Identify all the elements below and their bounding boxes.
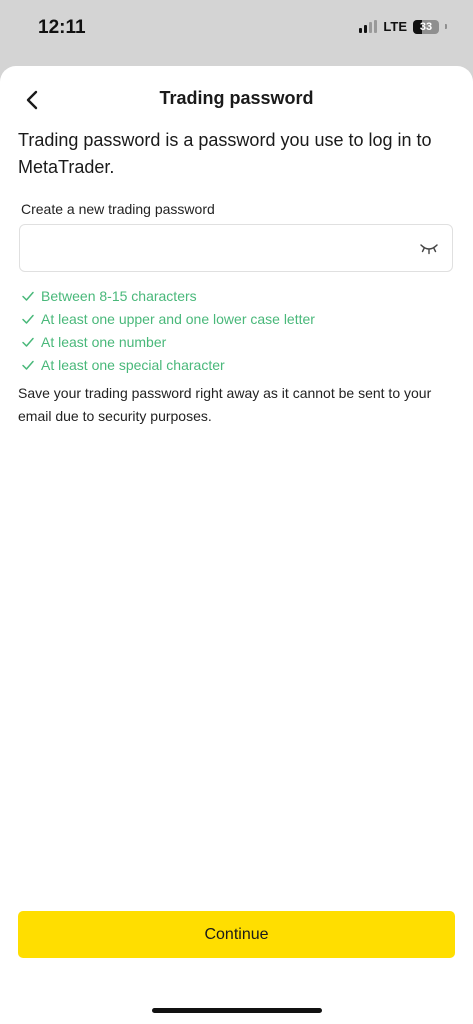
battery-nub [445,24,447,29]
security-note: Save your trading password right away as it cannot be sent to your email due to security purposes. [18,385,432,424]
requirement-length [21,284,315,307]
check-icon [21,335,35,349]
requirement-case [21,307,315,330]
requirement-special [21,353,315,376]
requirement-text: At least one number [41,333,167,350]
password-requirements [21,284,315,376]
home-indicator [152,1008,322,1013]
requirement-number [21,330,315,353]
continue-button[interactable]: Continue [18,911,455,958]
password-field-label: Create a new trading password [21,201,215,217]
battery-icon [413,20,439,34]
password-field [19,224,453,272]
network-type: LTE [383,19,407,34]
requirement-text: Between 8-15 characters [41,287,197,304]
status-time: 12:11 [38,17,86,38]
check-icon [21,358,35,372]
trading-password-sheet [0,66,473,1024]
cellular-signal-icon [359,20,377,33]
intro-text: Trading password is a password you use to log in to MetaTrader. [18,130,432,177]
check-icon [21,312,35,326]
check-icon [21,289,35,303]
battery-level: 33 [419,20,433,33]
status-bar [0,0,473,64]
password-input[interactable] [20,225,400,271]
status-indicators [359,19,447,34]
requirement-text: At least one upper and one lower case letter [41,310,315,327]
password-visibility-toggle[interactable] [418,238,440,258]
eye-closed-icon [419,241,439,255]
requirement-text: At least one special character [41,356,225,373]
page-title: Trading password [159,88,314,108]
